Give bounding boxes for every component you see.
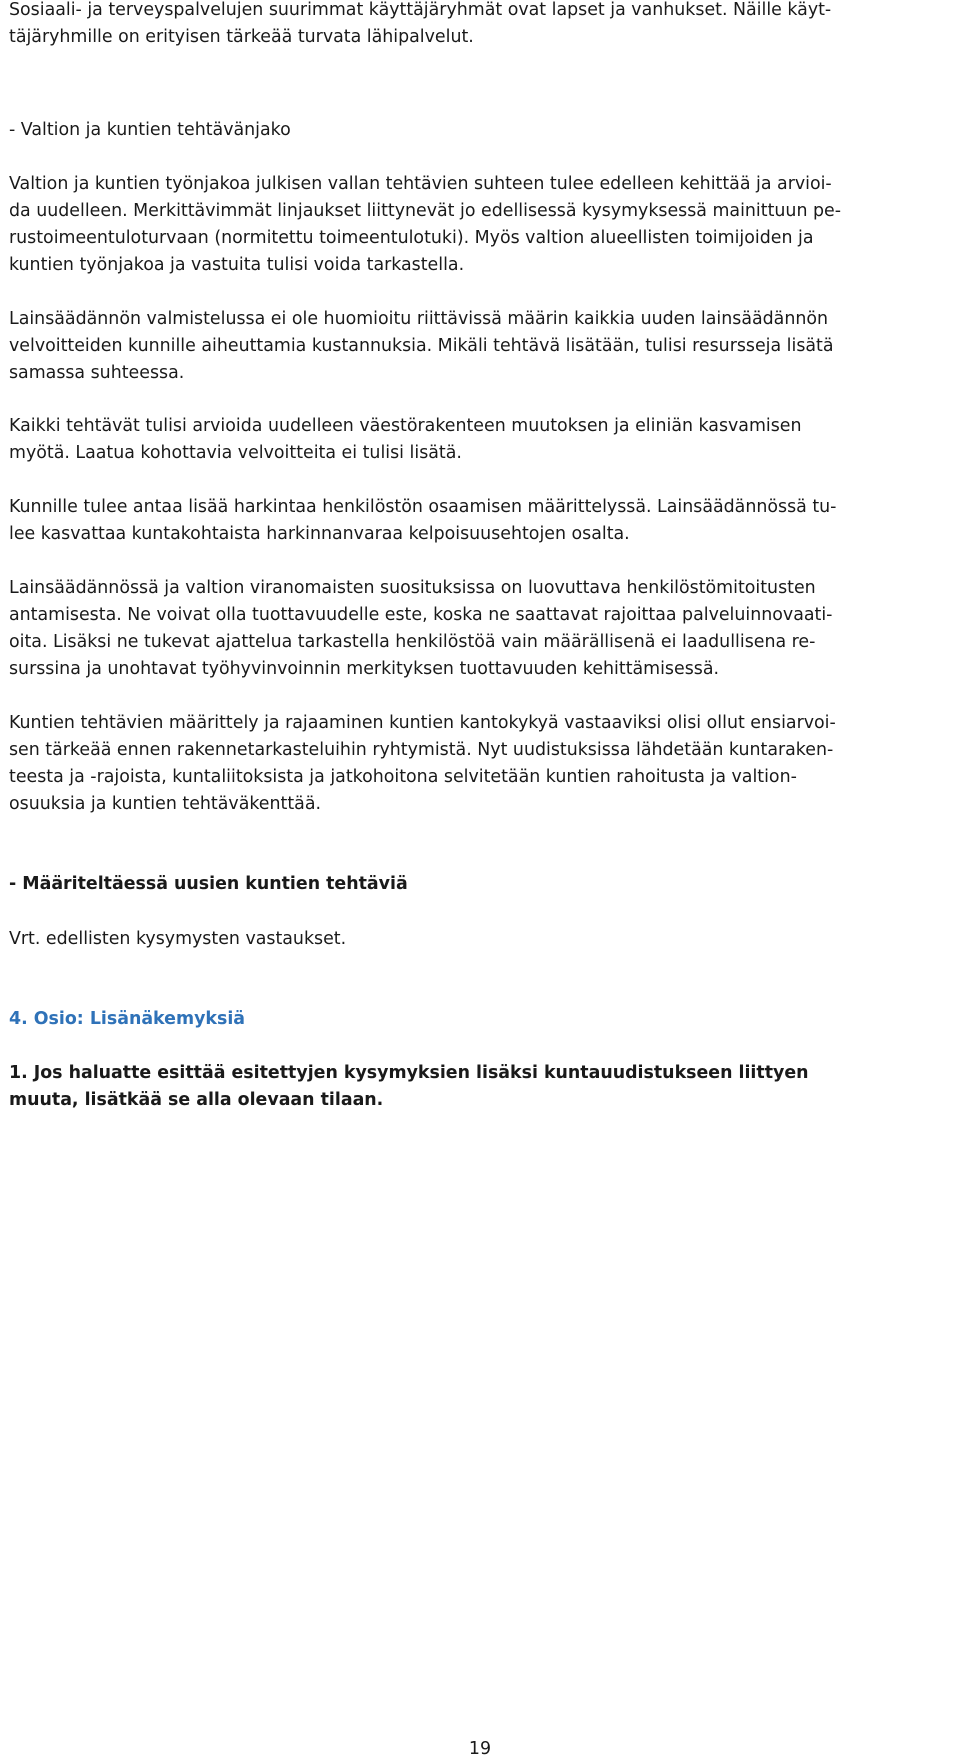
text-line: Lainsäädännössä ja valtion viranomaisten suosituksissa on luovuttava henkilöstömitoitusten (9, 578, 816, 598)
text-line: Kunnille tulee antaa lisää harkintaa henkilöstön osaamisen määrittelyssä. Lainsäädännössä tu- (9, 497, 837, 517)
text-line: lee kasvattaa kuntakohtaista harkinnanvaraa kelpoisuusehtojen osalta. (9, 524, 630, 544)
text-line: Sosiaali- ja terveyspalvelujen suurimmat käyttäjäryhmät ovat lapset ja vanhukset. Näille käyt- (9, 0, 832, 20)
text-line: sen tärkeää ennen rakennetarkasteluihin ryhtymistä. Nyt uudistuksissa lähdetään kuntaraken- (9, 740, 834, 760)
section-heading: - Määriteltäessä uusien kuntien tehtäviä (9, 874, 408, 894)
text-line: myötä. Laatua kohottavia velvoitteita ei tulisi lisätä. (9, 443, 462, 463)
text-line: Kuntien tehtävien määrittely ja rajaaminen kuntien kantokykyä vastaaviksi olisi ollut ensiarvoi- (9, 713, 836, 733)
page-number: 19 (468, 1739, 492, 1759)
text-line: täjäryhmille on erityisen tärkeää turvata lähipalvelut. (9, 27, 474, 47)
text-line: samassa suhteessa. (9, 363, 185, 383)
section-title: 4. Osio: Lisänäkemyksiä (9, 1009, 246, 1029)
text-line: Lainsäädännön valmistelussa ei ole huomioitu riittävissä määrin kaikkia uuden lainsäädännön (9, 309, 829, 329)
text-line: antamisesta. Ne voivat olla tuottavuudelle este, koska ne saattavat rajoittaa palveluinnovaati- (9, 605, 833, 625)
text-line: kuntien työnjakoa ja vastuita tulisi voida tarkastella. (9, 255, 465, 275)
text-line: oita. Lisäksi ne tukevat ajattelua tarkastella henkilöstöä vain määrällisenä ei laadullisena re- (9, 632, 816, 652)
text-line: osuuksia ja kuntien tehtäväkenttää. (9, 794, 322, 814)
text-line: rustoimeentuloturvaan (normitettu toimeentulotuki). Myös valtion alueellisten toimijoiden ja (9, 228, 814, 248)
text-line: surssina ja unohtavat työhyvinvoinnin merkityksen tuottavuuden kehittämisessä. (9, 659, 720, 679)
text-line: teesta ja -rajoista, kuntaliitoksista ja jatkohoitona selvitetään kuntien rahoitusta ja valtion- (9, 767, 797, 787)
text-line: da uudelleen. Merkittävimmät linjaukset liittynevät jo edellisessä kysymyksessä mainittuun pe- (9, 201, 842, 221)
text-line: Kaikki tehtävät tulisi arvioida uudelleen väestörakenteen muutoksen ja eliniän kasvamisen (9, 416, 802, 436)
text-line: velvoitteiden kunnille aiheuttamia kustannuksia. Mikäli tehtävä lisätään, tulisi resursseja lisätä (9, 336, 834, 356)
text-line: Valtion ja kuntien työnjakoa julkisen vallan tehtävien suhteen tulee edelleen kehittää ja arvioi- (9, 174, 832, 194)
text-line: Vrt. edellisten kysymysten vastaukset. (9, 929, 347, 949)
question-heading: 1. Jos haluatte esittää esitettyjen kysymyksien lisäksi kuntauudistukseen liittyen (9, 1063, 809, 1083)
section-heading: - Valtion ja kuntien tehtävänjako (9, 120, 291, 140)
question-heading: muuta, lisätkää se alla olevaan tilaan. (9, 1090, 384, 1110)
